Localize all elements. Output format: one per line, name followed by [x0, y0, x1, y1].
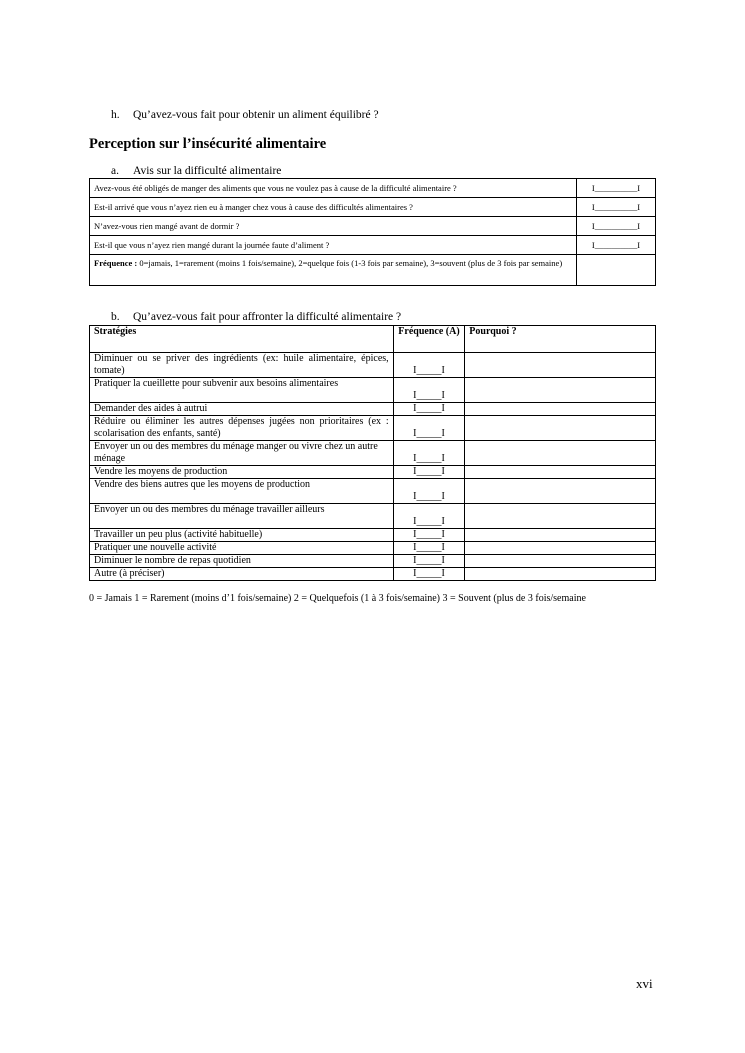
- table-row: [90, 403, 656, 416]
- frequency-field[interactable]: I_____I: [393, 416, 465, 441]
- strategy-cell: Demander des aides à autrui: [90, 403, 394, 416]
- table-row: [90, 479, 656, 504]
- strategy-cell: Pratiquer une nouvelle activité: [90, 542, 394, 555]
- table-row: [90, 378, 656, 403]
- frequency-note: [90, 255, 577, 286]
- reason-field[interactable]: [465, 529, 656, 542]
- header-frequence: Fréquence (A): [393, 326, 465, 353]
- frequency-field[interactable]: I_____I: [393, 378, 465, 403]
- table-row: [90, 542, 656, 555]
- header-strategies: Stratégies: [90, 326, 394, 353]
- subsection-a-label: a.: [111, 165, 119, 177]
- table-row: [90, 179, 656, 198]
- frequency-field[interactable]: I_____I: [393, 542, 465, 555]
- question-cell: Est-il arrivé que vous n’ayez rien eu à manger chez vous à cause des difficultés alimentaires ?: [90, 198, 577, 217]
- frequency-field[interactable]: I_____I: [393, 466, 465, 479]
- frequency-field[interactable]: I_____I: [393, 504, 465, 529]
- strategy-cell: Vendre les moyens de production: [90, 466, 394, 479]
- reason-field[interactable]: [465, 555, 656, 568]
- empty-cell: [577, 255, 656, 286]
- table-row: [90, 466, 656, 479]
- subsection-a: [111, 165, 281, 177]
- reason-field[interactable]: [465, 479, 656, 504]
- table-row: [90, 217, 656, 236]
- page-number: xvi: [636, 976, 653, 991]
- strategy-cell: Diminuer le nombre de repas quotidien: [90, 555, 394, 568]
- strategy-cell: Réduire ou éliminer les autres dépenses jugées non prioritaires (ex : scolarisation des enfants, santé): [90, 416, 394, 441]
- frequency-field[interactable]: I_____I: [393, 479, 465, 504]
- strategy-cell: Vendre des biens autres que les moyens de production: [90, 479, 394, 504]
- question-cell: N’avez-vous rien mangé avant de dormir ?: [90, 217, 577, 236]
- answer-field[interactable]: I__________I: [577, 217, 656, 236]
- frequency-note-row: [90, 255, 656, 286]
- table-row: [90, 568, 656, 581]
- question-cell: Avez-vous été obligés de manger des aliments que vous ne voulez pas à cause de la difficulté alimentaire ?: [90, 179, 577, 198]
- table-row: [90, 555, 656, 568]
- section-title: Perception sur l’insécurité alimentaire: [89, 136, 327, 152]
- reason-field[interactable]: [465, 568, 656, 581]
- reason-field[interactable]: [465, 416, 656, 441]
- header-pourquoi: Pourquoi ?: [465, 326, 656, 353]
- subsection-b: [111, 311, 401, 323]
- table-header-row: [90, 326, 656, 353]
- strategies-table: [89, 325, 656, 581]
- frequency-field[interactable]: I_____I: [393, 353, 465, 378]
- answer-field[interactable]: I__________I: [577, 179, 656, 198]
- frequency-field[interactable]: I_____I: [393, 403, 465, 416]
- strategy-cell: Envoyer un ou des membres du ménage manger ou vivre chez un autre ménage: [90, 441, 394, 466]
- answer-field[interactable]: I__________I: [577, 236, 656, 255]
- answer-field[interactable]: I__________I: [577, 198, 656, 217]
- table-row: [90, 441, 656, 466]
- reason-field[interactable]: [465, 466, 656, 479]
- strategy-cell: Diminuer ou se priver des ingrédients (ex: huile alimentaire, épices, tomate): [90, 353, 394, 378]
- reason-field[interactable]: [465, 441, 656, 466]
- table-row: [90, 529, 656, 542]
- difficulty-table: [89, 178, 656, 286]
- strategy-cell: Travailler un peu plus (activité habituelle): [90, 529, 394, 542]
- table-row: [90, 416, 656, 441]
- reason-field[interactable]: [465, 378, 656, 403]
- table-row: [90, 236, 656, 255]
- table-row: [90, 353, 656, 378]
- frequency-field[interactable]: I_____I: [393, 555, 465, 568]
- reason-field[interactable]: [465, 353, 656, 378]
- strategy-cell: Envoyer un ou des membres du ménage travailler ailleurs: [90, 504, 394, 529]
- question-h-text: Qu’avez-vous fait pour obtenir un aliment équilibré ?: [133, 109, 379, 121]
- subsection-b-label: b.: [111, 311, 120, 323]
- frequency-field[interactable]: I_____I: [393, 529, 465, 542]
- question-cell: Est-il que vous n’ayez rien mangé durant la journée faute d’aliment ?: [90, 236, 577, 255]
- table-row: [90, 504, 656, 529]
- frequency-note-label: Fréquence :: [94, 258, 138, 268]
- frequency-legend: 0 = Jamais 1 = Rarement (moins d’1 fois/semaine) 2 = Quelquefois (1 à 3 fois/semaine) 3 = Souvent (plus de 3 fois/semaine: [89, 593, 586, 604]
- frequency-note-text: 0=jamais, 1=rarement (moins 1 fois/semaine), 2=quelque fois (1-3 fois par semaine), 3=souvent (plus de 3 fois par semaine): [137, 258, 563, 268]
- reason-field[interactable]: [465, 504, 656, 529]
- table-row: [90, 198, 656, 217]
- reason-field[interactable]: [465, 542, 656, 555]
- frequency-field[interactable]: I_____I: [393, 441, 465, 466]
- subsection-b-text: Qu’avez-vous fait pour affronter la difficulté alimentaire ?: [133, 311, 402, 323]
- question-h: [111, 109, 379, 121]
- question-h-label: h.: [111, 109, 120, 121]
- subsection-a-text: Avis sur la difficulté alimentaire: [133, 165, 282, 177]
- strategy-cell: Pratiquer la cueillette pour subvenir aux besoins alimentaires: [90, 378, 394, 403]
- reason-field[interactable]: [465, 403, 656, 416]
- strategy-cell: Autre (à préciser): [90, 568, 394, 581]
- frequency-field[interactable]: I_____I: [393, 568, 465, 581]
